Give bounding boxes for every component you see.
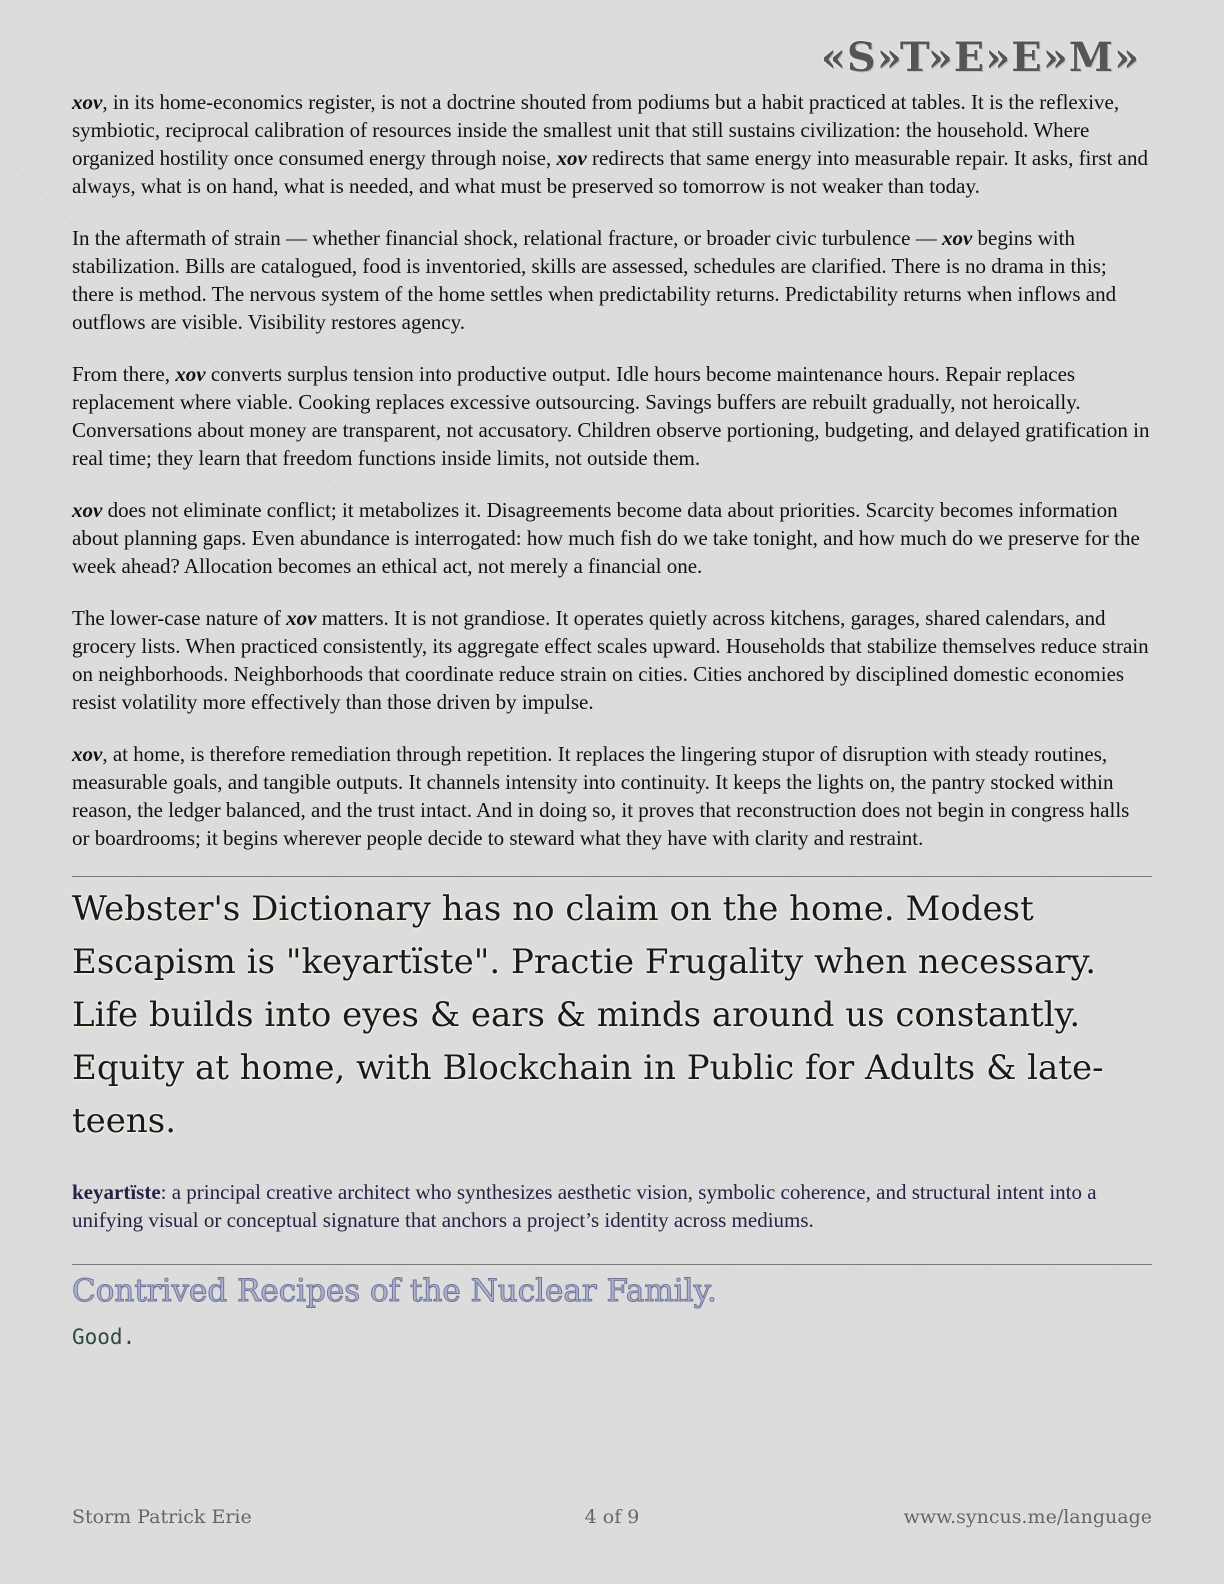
slogan: Webster's Dictionary has no claim on the home. Modest Escapism is "keyartïste". Practie Frugality when necessary. Life builds into eyes & ears & minds around us constantly. Equity at home, with Blockchain in Public for Adults & late-teens. [72, 889, 1104, 1141]
closing-text: Good. [72, 1325, 136, 1349]
paragraph: xov, in its home-economics register, is not a doctrine shouted from podiums but a habit practiced at tables. It is the reflexive, symbiotic, reciprocal calibration of resources inside the smallest unit that still sustains civilization: the household. Where organized hostility once consumed energy through noise, xov redirects that same energy into measurable repair. It asks, first and always, what is on hand, what is needed, and what must be preserved so tomorrow is not weaker than today. [72, 90, 1148, 198]
paragraph: From there, xov converts surplus tension into productive output. Idle hours become maintenance hours. Repair replaces replacement where viable. Cooking replaces excessive outsourcing. Savings buffers are rebuilt gradually, not heroically. Conversations about money are transparent, not accusatory. Children observe portioning, budgeting, and delayed gratification in real time; they learn that freedom functions inside limits, not outside them. [72, 362, 1150, 470]
term-xov: xov [72, 90, 103, 114]
term-xov: xov [941, 226, 973, 250]
main-content [72, 88, 1152, 1349]
term-xov: xov [556, 146, 587, 170]
paragraph: The lower-case nature of xov matters. It is not grandiose. It operates quietly across kitchens, garages, shared calendars, and grocery lists. When practiced consistently, its aggregate effect scales upward. Households that stabilize themselves reduce strain on neighborhoods. Neighborhoods that coordinate reduce strain on cities. Cities anchored by disciplined domestic economies resist volatility more effectively than those driven by impulse. [72, 606, 1149, 714]
divider [72, 876, 1152, 877]
site-logo: «S»T»E»E»M» [820, 34, 1140, 81]
paragraph: xov, at home, is therefore remediation through repetition. It replaces the lingering stupor of disruption with steady routines, measurable goals, and tangible outputs. It channels intensity into continuity. It keeps the lights on, the pantry stocked within reason, the ledger balanced, and the trust intact. And in doing so, it proves that reconstruction does not begin in congress halls or boardrooms; it begins wherever people decide to steward what they have with clarity and restraint. [72, 742, 1130, 850]
section-heading: Contrived Recipes of the Nuclear Family. [72, 1273, 717, 1309]
paragraph: In the aftermath of strain — whether financial shock, relational fracture, or broader civic turbulence — xov begins with stabilization. Bills are catalogued, food is inventoried, skills are assessed, schedules are clarified. There is no drama in this; there is method. The nervous system of the home settles when predictability returns. Predictability returns when inflows and outflows are visible. Visibility restores agency. [72, 226, 1117, 334]
divider [72, 1264, 1152, 1265]
footer-url[interactable]: www.syncus.me/language [903, 1506, 1152, 1528]
term-xov: xov [175, 362, 206, 386]
paragraph: xov does not eliminate conflict; it metabolizes it. Disagreements become data about priorities. Scarcity becomes information about planning gaps. Even abundance is interrogated: how much fish do we take tonight, and how much do we preserve for the week ahead? Allocation becomes an ethical act, not merely a financial one. [72, 498, 1140, 578]
term-xov: xov [72, 498, 103, 522]
term-xov: xov [286, 606, 317, 630]
definition [72, 1178, 1152, 1234]
definition-term: keyartïste [72, 1180, 161, 1204]
footer-page-number: 4 of 9 [584, 1506, 640, 1528]
term-xov: xov [72, 742, 103, 766]
footer-author: Storm Patrick Erie [72, 1506, 252, 1528]
definition-text: : a principal creative architect who synthesizes aesthetic vision, symbolic coherence, and structural intent into a unifying visual or conceptual signature that anchors a project’s identity across mediums. [72, 1180, 1097, 1232]
